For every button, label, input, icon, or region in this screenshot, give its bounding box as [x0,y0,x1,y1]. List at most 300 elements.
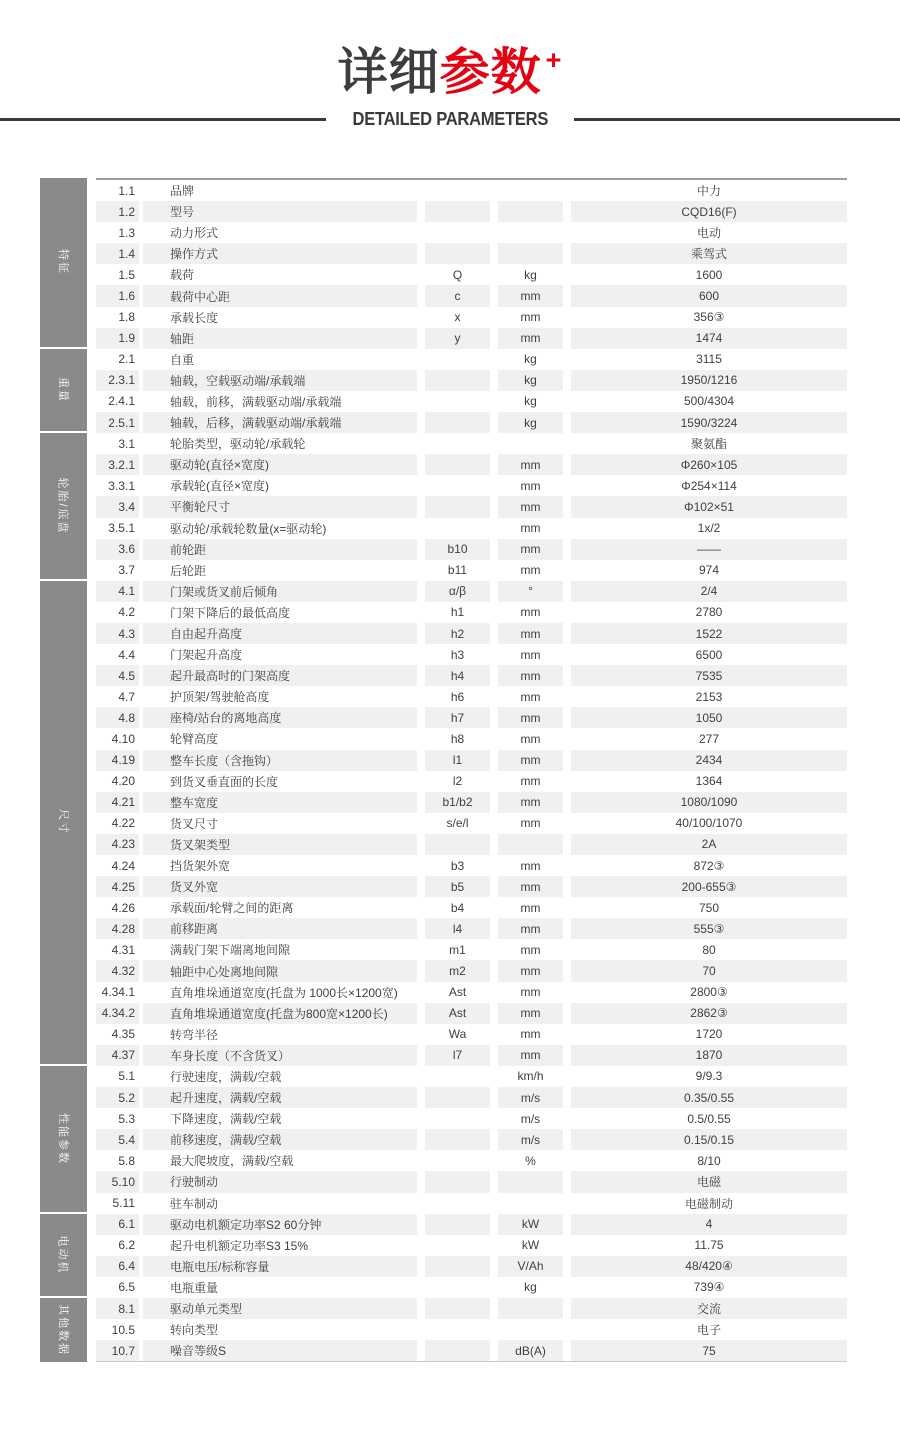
param-unit: m/s [520,1111,541,1126]
param-unit: kg [524,394,537,409]
spec-row [96,1214,847,1235]
param-unit [498,433,563,454]
param-value: 电磁 [571,1171,847,1192]
param-unit: mm [498,623,563,644]
spec-row [96,686,847,707]
spec-row [96,539,847,560]
param-symbol [425,1150,490,1171]
row-number: 10.5 [111,1322,135,1337]
param-value: 1870 [571,1045,847,1066]
param-symbol [425,454,490,475]
param-name: 承载面/轮臂之间的距离 [170,901,294,916]
param-value: 2/4 [571,581,847,602]
param-unit: mm [520,563,541,578]
param-name: 门架起升高度 [170,648,243,663]
param-name: 起升电机额定功率S3 15% [170,1238,309,1253]
spec-row [96,644,847,665]
param-unit: mm [520,985,541,1000]
row-number: 1.5 [118,267,135,282]
spec-row [96,412,847,433]
row-number: 4.22 [111,816,135,831]
row-number: 1.2 [96,201,139,222]
param-symbol: Q [452,267,463,282]
category-label [40,1066,87,1212]
category-label [40,349,87,431]
param-symbol [425,1087,490,1108]
param-symbol [425,349,490,370]
param-symbol [425,1066,490,1087]
param-name: 电瓶电压/标称容量 [143,1256,417,1277]
param-name: 后轮距 [170,563,207,578]
param-name: 驱动轮(直径×宽度) [143,454,417,475]
row-number: 3.6 [96,539,139,560]
param-unit: mm [520,521,541,536]
group-rows [96,1298,847,1362]
param-symbol: b10 [425,539,490,560]
param-symbol: α/β [425,581,490,602]
spec-row [96,560,847,581]
category-label-text: 重量 [56,376,69,403]
param-value: 6500 [695,647,723,662]
spec-group [40,1298,847,1362]
section-header [0,0,900,130]
param-symbol: h2 [425,623,490,644]
param-unit: mm [498,918,563,939]
spec-table [40,178,847,1362]
param-value: CQD16(F) [571,201,847,222]
spec-group [40,433,847,581]
param-symbol: Wa [448,1027,467,1042]
row-number: 4.21 [96,792,139,813]
param-symbol [425,243,490,264]
param-unit: kg [524,267,537,282]
param-name: 前轮距 [143,539,417,560]
plus-icon: + [545,45,563,75]
row-number: 6.5 [118,1280,135,1295]
param-unit: mm [498,707,563,728]
row-number: 1.8 [118,310,135,325]
spec-row [96,496,847,517]
category-label-text: 特征 [56,249,69,276]
param-value: 974 [698,563,720,578]
spec-row [96,918,847,939]
param-value: 11.75 [694,1238,724,1253]
param-unit: kg [498,370,563,391]
param-unit: mm [520,900,541,915]
spec-row [96,1298,847,1319]
page-title [0,44,900,100]
param-value: Φ254×114 [681,478,737,493]
param-symbol [425,1277,490,1298]
param-symbol [425,1298,490,1319]
row-number: 4.3 [96,623,139,644]
param-symbol: s/e/l [446,816,469,831]
spec-row [96,1277,847,1298]
param-unit: ° [498,581,563,602]
param-name: 驱动轮/承载轮数量(x=驱动轮) [170,521,327,536]
category-label [40,581,87,1064]
row-number: 5.1 [118,1069,135,1084]
param-name: 货叉架类型 [143,834,417,855]
param-name: 载荷中心距 [143,285,417,306]
param-symbol [425,496,490,517]
param-value: 75 [571,1340,847,1361]
param-symbol: b5 [425,876,490,897]
param-name: 车身长度（不含货叉） [143,1045,417,1066]
param-value: 中力 [696,184,721,199]
param-value: 7535 [571,665,847,686]
row-number: 2.1 [118,352,135,367]
spec-row [96,1193,847,1214]
param-unit: mm [498,539,563,560]
group-rows [96,349,847,433]
param-value: 48/420④ [571,1256,847,1277]
category-label [40,433,87,579]
row-number: 4.37 [96,1045,139,1066]
category-label-text: 性能参数 [56,1112,69,1165]
spec-row [96,1045,847,1066]
param-value: 聚氨酯 [690,437,727,452]
param-unit: mm [520,605,541,620]
group-rows [96,1214,847,1298]
row-number: 8.1 [96,1298,139,1319]
param-symbol [425,518,490,539]
param-name: 前移速度，满载/空载 [143,1129,417,1150]
spec-row [96,201,847,222]
param-name: 轮胎类型，驱动轮/承载轮 [170,437,306,452]
row-number: 5.10 [96,1171,139,1192]
param-symbol [425,1235,490,1256]
param-unit: kg [498,412,563,433]
spec-row [96,1171,847,1192]
param-value: 电磁制动 [684,1196,733,1211]
spec-row [96,855,847,876]
group-rows [96,178,847,349]
param-symbol: b11 [447,563,468,578]
row-number: 4.24 [111,858,135,873]
spec-row [96,1235,847,1256]
spec-row [96,307,847,328]
param-name: 品牌 [170,184,195,199]
spec-row [96,1256,847,1277]
param-name: 电瓶重量 [170,1280,219,1295]
row-number: 1.3 [118,225,135,240]
param-unit [498,1319,563,1340]
spec-row [96,518,847,539]
spec-row [96,370,847,391]
param-symbol: l1 [425,750,490,771]
param-unit: mm [520,816,541,831]
param-unit: kg [524,352,537,367]
param-symbol [425,1319,490,1340]
param-unit: mm [520,310,541,325]
spec-row [96,1108,847,1129]
param-unit [498,201,563,222]
row-number: 3.3.1 [108,478,135,493]
spec-row [96,1150,847,1171]
param-symbol: h4 [425,665,490,686]
param-unit: mm [520,647,541,662]
param-name: 下降速度，满载/空载 [170,1112,282,1127]
param-unit [498,1171,563,1192]
param-symbol: b4 [450,900,465,915]
param-value: 80 [702,942,716,957]
row-number: 4.34.2 [96,1003,139,1024]
param-value: 2A [571,834,847,855]
param-value: 1950/1216 [571,370,847,391]
row-number: 1.9 [96,328,139,349]
row-number: 5.4 [96,1129,139,1150]
row-number: 3.4 [96,496,139,517]
param-value: 200-655③ [571,876,847,897]
spec-row [96,1066,847,1087]
row-number: 4.25 [96,876,139,897]
spec-row [96,813,847,834]
param-value: 2434 [571,750,847,771]
param-name: 满载门架下端离地间隙 [170,943,291,958]
param-value: 电子 [696,1323,721,1338]
param-value: 277 [698,731,720,746]
param-value: —— [571,539,847,560]
param-name: 操作方式 [143,243,417,264]
spec-row [96,1003,847,1024]
param-name: 座椅/站台的离地高度 [143,707,417,728]
param-unit: mm [520,942,541,957]
param-name: 自由起升高度 [143,623,417,644]
param-unit: dB(A) [498,1340,563,1361]
spec-row [96,1087,847,1108]
param-name: 轴载，空载驱动端/承载端 [143,370,417,391]
row-number: 4.1 [96,581,139,602]
page-title-red: 参数 [439,44,542,100]
param-symbol: h3 [450,647,465,662]
param-name: 平衡轮尺寸 [143,496,417,517]
param-value: 70 [571,960,847,981]
param-value: 9/9.3 [695,1069,723,1084]
row-number: 4.31 [111,942,135,957]
param-name: 承载轮(直径×宽度) [170,479,270,494]
param-name: 行驶速度，满载/空载 [170,1069,282,1084]
param-unit [498,180,563,201]
param-unit: mm [498,1045,563,1066]
spec-row [96,349,847,370]
param-symbol: l2 [452,774,463,789]
param-symbol: l4 [425,918,490,939]
param-unit: km/h [517,1069,544,1084]
row-number: 5.11 [112,1196,135,1211]
row-number: 1.1 [118,183,135,198]
param-symbol [425,222,490,243]
group-rows [96,433,847,581]
param-name: 轴距 [143,328,417,349]
spec-row [96,834,847,855]
param-unit: m/s [498,1087,563,1108]
row-number: 4.35 [111,1027,135,1042]
param-symbol: Ast [425,1003,490,1024]
spec-row [96,391,847,412]
param-name: 行驶制动 [143,1171,417,1192]
spec-group [40,1214,847,1298]
param-unit: mm [498,454,563,475]
param-name: 驱动单元类型 [143,1298,417,1319]
param-unit: mm [498,285,563,306]
param-value: 0.5/0.55 [687,1111,731,1126]
param-symbol: h1 [450,605,465,620]
param-value: 500/4304 [683,394,735,409]
param-symbol [425,1193,490,1214]
param-name: 到货叉垂直面的长度 [170,774,279,789]
param-unit: % [525,1153,536,1168]
param-symbol: b3 [450,858,465,873]
row-number: 4.32 [96,960,139,981]
spec-row [96,960,847,981]
param-unit: mm [520,478,541,493]
param-unit: mm [498,665,563,686]
row-number: 4.20 [111,774,135,789]
param-unit: mm [498,792,563,813]
page-subtitle: DETAILED PARAMETERS [352,109,548,129]
row-number: 4.8 [96,707,139,728]
param-symbol: m2 [425,960,490,981]
page-title-dark: 详细 [337,44,440,100]
spec-row [96,1024,847,1045]
param-name: 前移距离 [143,918,417,939]
param-value: 40/100/1070 [675,816,743,831]
param-symbol: b1/b2 [425,792,490,813]
param-name: 护顶架/驾驶舱高度 [170,690,270,705]
spec-row [96,328,847,349]
row-number: 2.4.1 [108,394,135,409]
param-name: 直角堆垛通道宽度(托盘为800宽×1200长) [143,1003,417,1024]
param-symbol [425,1129,490,1150]
category-label-text: 其他数据 [56,1304,69,1357]
param-name: 驻车制动 [170,1196,219,1211]
param-value: 交流 [571,1298,847,1319]
param-symbol [425,1171,490,1192]
spec-row [96,475,847,496]
param-name: 轴距中心处离地间隙 [143,960,417,981]
category-label [40,1214,87,1296]
row-number: 3.2.1 [96,454,139,475]
param-symbol: x [454,310,461,325]
spec-row [96,623,847,644]
spec-row [96,771,847,792]
param-name: 直角堆垛通道宽度(托盘为 1000长×1200宽) [170,985,398,1000]
param-unit: mm [498,750,563,771]
param-unit: mm [498,960,563,981]
subtitle-left-rule [0,118,326,121]
param-name: 起升最高时的门架高度 [143,665,417,686]
param-unit: mm [520,689,541,704]
row-number: 6.2 [118,1238,135,1253]
group-rows [96,581,847,1066]
param-name: 轴载，前移，满载驱动端/承载端 [170,394,342,409]
param-value: 1600 [695,267,723,282]
param-symbol: h7 [425,707,490,728]
spec-row [96,728,847,749]
param-unit: m/s [498,1129,563,1150]
param-value: Φ260×105 [571,454,847,475]
param-value: 1474 [571,328,847,349]
param-symbol [425,391,490,412]
spec-row [96,939,847,960]
param-symbol [425,834,490,855]
param-name: 最大爬坡度，满载/空载 [170,1154,294,1169]
param-symbol [425,475,490,496]
spec-row [96,1340,847,1361]
param-value: 1720 [695,1027,723,1042]
category-label [40,1298,87,1362]
param-name: 噪音等级S [143,1340,417,1361]
param-unit: V/Ah [498,1256,563,1277]
param-symbol [425,412,490,433]
param-name: 转向类型 [170,1323,219,1338]
param-unit [498,243,563,264]
param-value: 2862③ [571,1003,847,1024]
spec-row [96,982,847,1003]
param-value: 2800③ [690,985,728,1000]
spec-group [40,1066,847,1214]
param-symbol: l7 [425,1045,490,1066]
spec-row [96,750,847,771]
param-unit: mm [520,858,541,873]
spec-row [96,1319,847,1340]
param-unit [498,1193,563,1214]
param-name: 载荷 [170,268,195,283]
param-name: 承载长度 [170,310,219,325]
param-unit: mm [498,496,563,517]
row-number: 1.6 [96,285,139,306]
param-symbol [425,370,490,391]
spec-row [96,285,847,306]
param-symbol: h8 [450,731,465,746]
row-number: 4.5 [96,665,139,686]
param-symbol: m1 [449,942,466,957]
param-symbol [425,1214,490,1235]
param-value: 乘驾式 [571,243,847,264]
param-value: 4 [571,1214,847,1235]
row-number: 2.5.1 [96,412,139,433]
row-number: 4.34.1 [101,985,135,1000]
category-label-text: 尺寸 [56,809,69,836]
param-unit: kW [521,1238,540,1253]
param-unit: mm [498,328,563,349]
param-name: 货叉尺寸 [170,816,219,831]
param-value: 750 [698,900,720,915]
param-value: 356③ [693,310,725,325]
param-value: 872③ [693,858,725,873]
row-number: 4.19 [96,750,139,771]
group-rows [96,1066,847,1214]
param-name: 轴载，后移，满载驱动端/承载端 [143,412,417,433]
param-value: 2780 [695,605,723,620]
row-number: 4.7 [118,689,135,704]
param-value: 1522 [571,623,847,644]
row-number: 1.4 [96,243,139,264]
spec-row [96,792,847,813]
param-name: 转弯半径 [170,1027,219,1042]
param-name: 货叉外宽 [143,876,417,897]
spec-row [96,581,847,602]
spec-group [40,581,847,1066]
row-number: 5.8 [118,1153,135,1168]
row-number: 3.5.1 [108,521,135,536]
param-value: 2153 [695,689,723,704]
param-unit: mm [520,731,541,746]
param-value: 0.35/0.55 [571,1087,847,1108]
row-number: 4.23 [96,834,139,855]
spec-group [40,178,847,349]
